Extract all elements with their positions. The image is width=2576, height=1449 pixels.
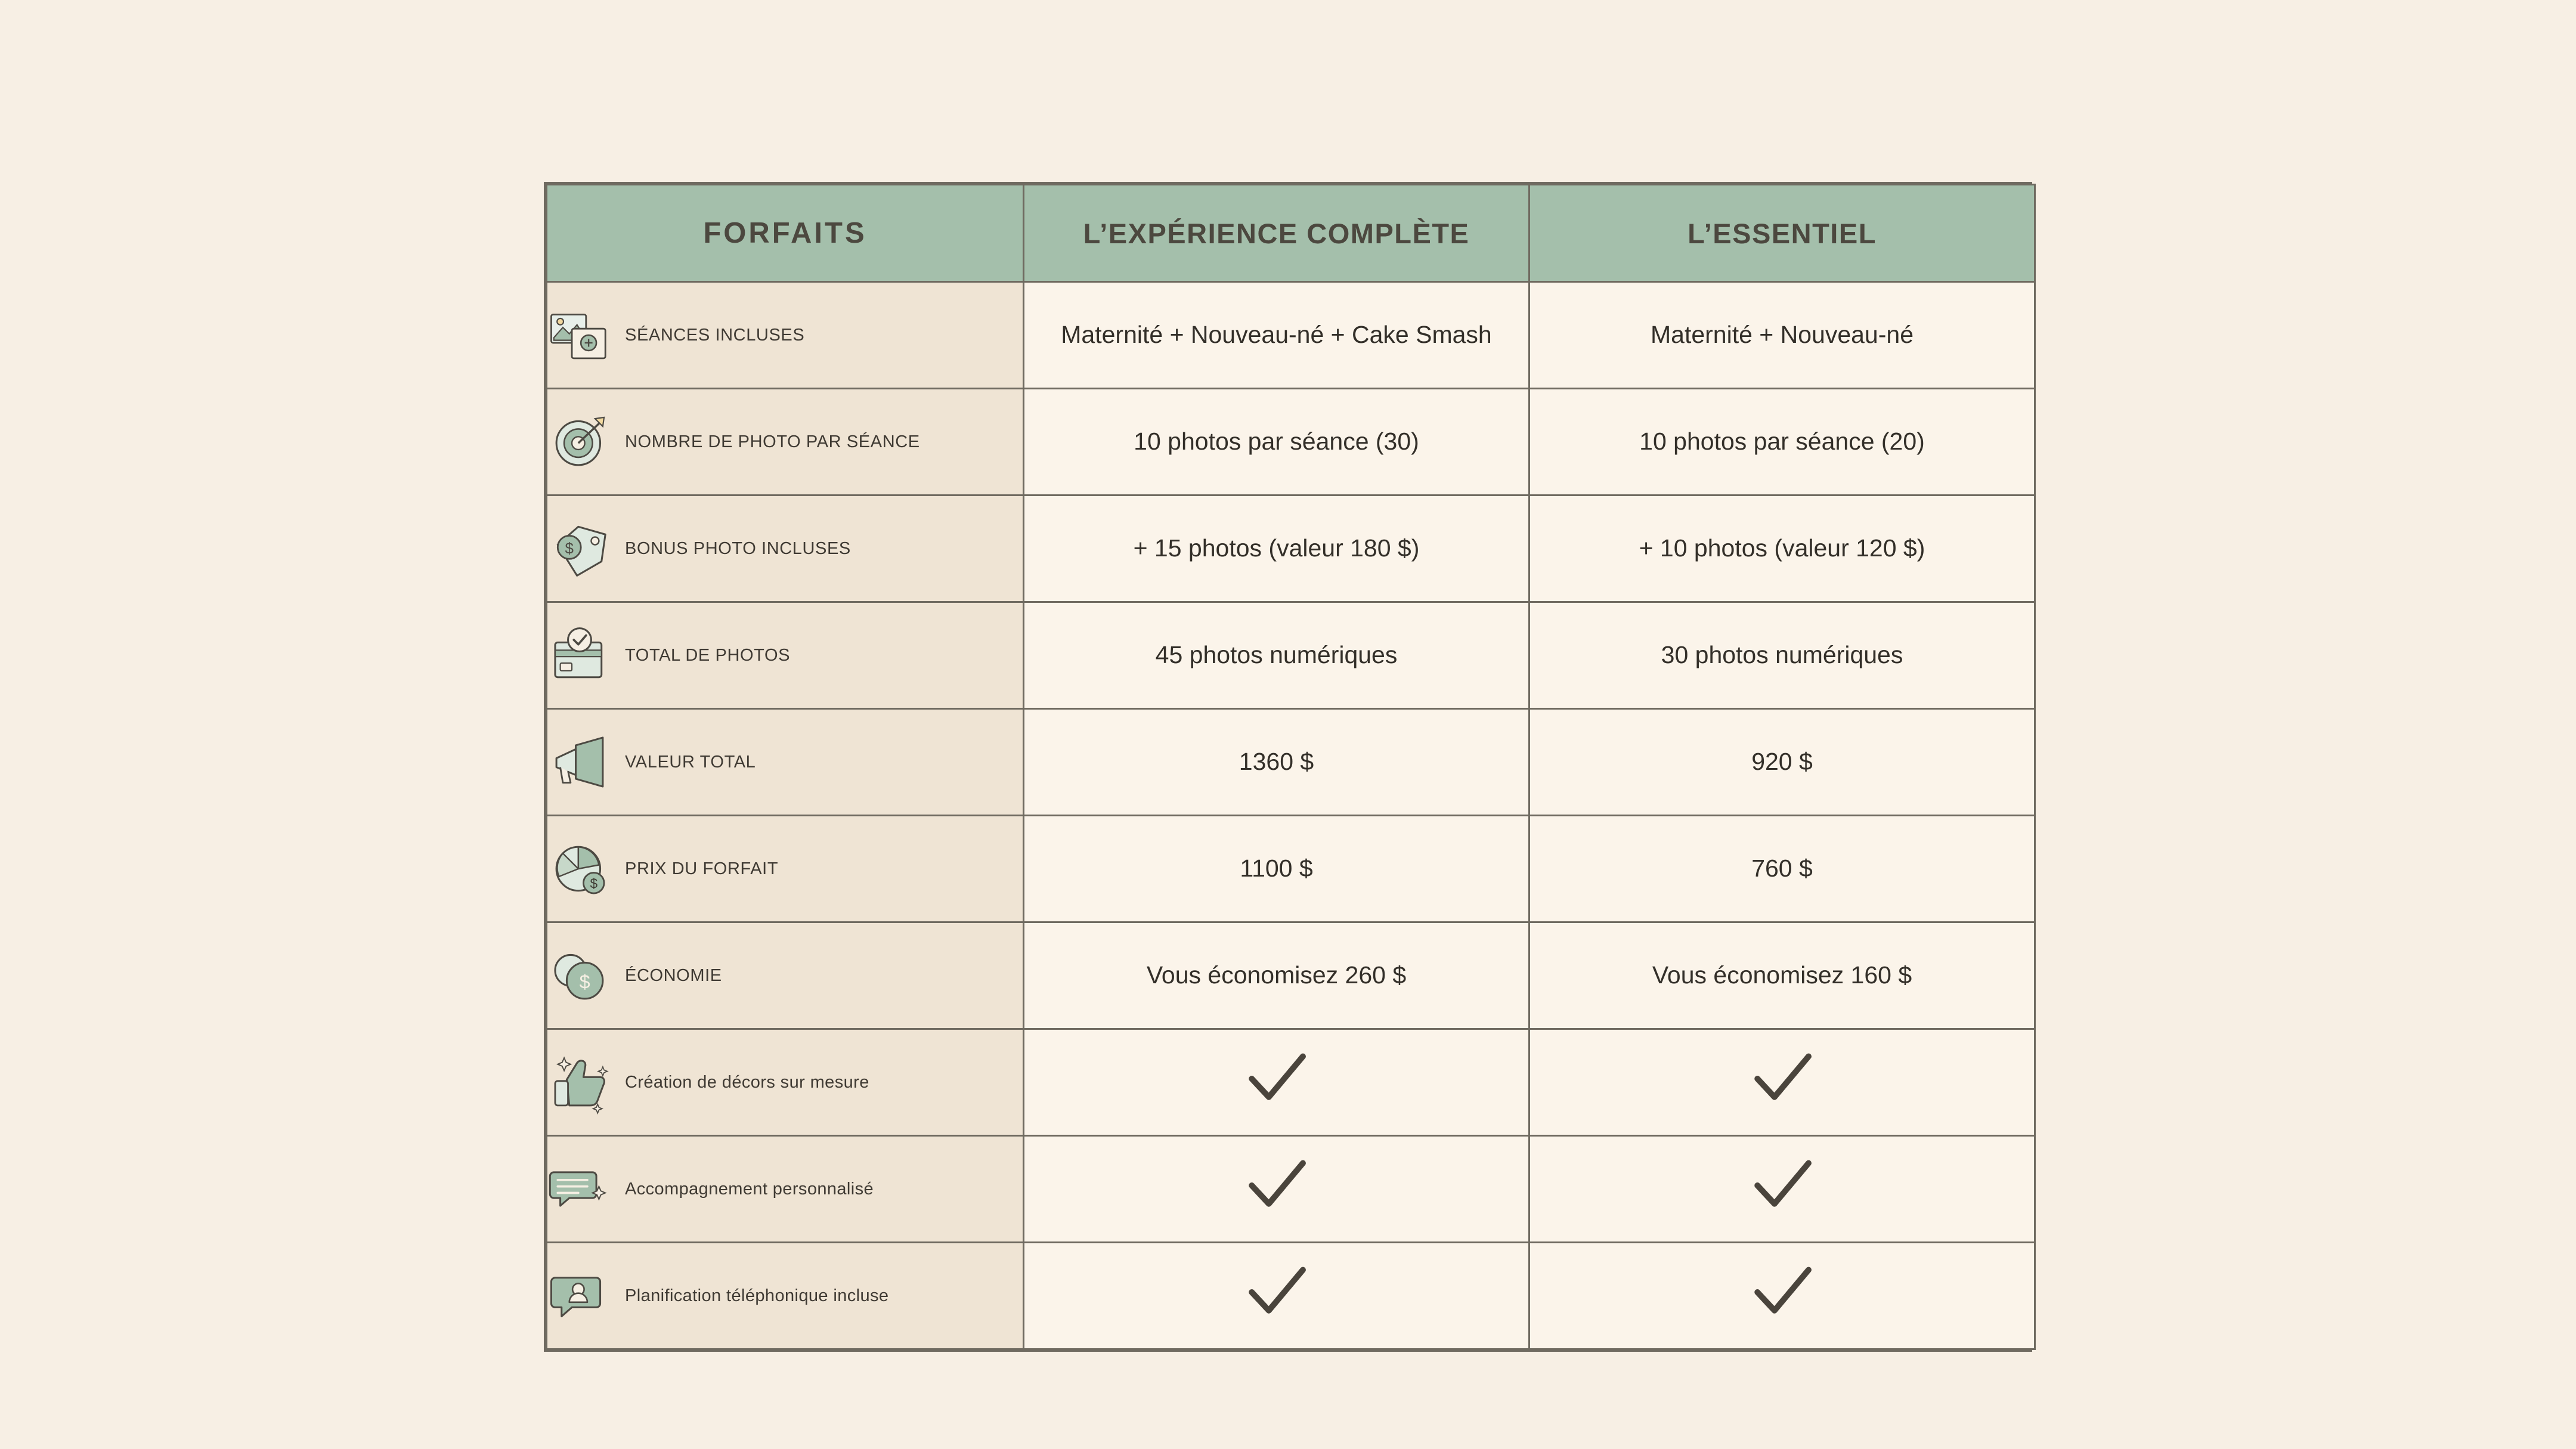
table-row <box>547 709 2035 816</box>
feature-cell <box>547 709 1024 816</box>
feature-cell <box>547 922 1024 1029</box>
thumbs-up-sparkle-icon <box>547 1050 612 1114</box>
value-cell: 45 photos numériques <box>1024 602 1530 709</box>
value-cell: + 15 photos (valeur 180 $) <box>1024 496 1530 602</box>
value-cell: 1360 $ <box>1024 709 1530 816</box>
header-package-2: L’ESSENTIEL <box>1530 185 2035 282</box>
table-row <box>547 922 2035 1029</box>
table-row <box>547 389 2035 496</box>
header-package-1: L’EXPÉRIENCE COMPLÈTE <box>1024 185 1530 282</box>
feature-label: BONUS PHOTO INCLUSES <box>625 538 851 558</box>
table-row <box>547 1136 2035 1243</box>
check-icon <box>1747 1259 1818 1325</box>
photo-frames-icon <box>547 303 612 367</box>
phone-call-bubble-icon <box>547 1264 612 1328</box>
feature-cell <box>547 602 1024 709</box>
checklist-card-icon <box>547 623 612 688</box>
header-row <box>547 185 2035 282</box>
svg-text:$: $ <box>579 971 590 993</box>
check-icon <box>1747 1153 1818 1218</box>
feature-label: Accompagnement personnalisé <box>625 1179 874 1199</box>
value-cell: Vous économisez 260 $ <box>1024 922 1530 1029</box>
value-cell: Maternité + Nouveau-né <box>1530 282 2035 389</box>
feature-label: PRIX DU FORFAIT <box>625 859 779 878</box>
svg-text:$: $ <box>590 875 598 891</box>
value-cell: + 10 photos (valeur 120 $) <box>1530 496 2035 602</box>
feature-cell <box>547 816 1024 922</box>
value-cell: Vous économisez 160 $ <box>1530 922 2035 1029</box>
value-cell: 10 photos par séance (30) <box>1024 389 1530 496</box>
coins-icon <box>547 943 612 1008</box>
value-cell: 920 $ <box>1530 709 2035 816</box>
table-row <box>547 496 2035 602</box>
check-icon <box>1241 1046 1312 1111</box>
pricing-table-container <box>544 182 2032 1352</box>
chat-bubbles-icon <box>547 1157 612 1221</box>
value-cell-check <box>1530 1136 2035 1243</box>
table-row <box>547 816 2035 922</box>
target-icon <box>547 410 612 474</box>
pricing-table <box>546 184 2036 1350</box>
megaphone-icon <box>547 730 612 794</box>
feature-label: VALEUR TOTAL <box>625 752 756 772</box>
feature-label: Création de décors sur mesure <box>625 1072 869 1092</box>
value-cell: 760 $ <box>1530 816 2035 922</box>
value-cell-check <box>1024 1029 1530 1136</box>
feature-label: SÉANCES INCLUSES <box>625 325 805 345</box>
check-icon <box>1747 1046 1818 1111</box>
feature-label: ÉCONOMIE <box>625 965 722 985</box>
feature-cell <box>547 389 1024 496</box>
header-feature-column: FORFAITS <box>547 185 1024 282</box>
feature-label: TOTAL DE PHOTOS <box>625 645 791 665</box>
table-row <box>547 602 2035 709</box>
price-tag-icon <box>547 516 612 581</box>
feature-cell <box>547 1029 1024 1136</box>
feature-cell <box>547 1136 1024 1243</box>
svg-text:$: $ <box>565 540 574 558</box>
table-row <box>547 282 2035 389</box>
table-body <box>547 282 2035 1349</box>
pie-chart-dollar-icon <box>547 837 612 901</box>
value-cell: Maternité + Nouveau-né + Cake Smash <box>1024 282 1530 389</box>
value-cell-check <box>1024 1136 1530 1243</box>
value-cell-check <box>1530 1029 2035 1136</box>
value-cell: 10 photos par séance (20) <box>1530 389 2035 496</box>
feature-label: Planification téléphonique incluse <box>625 1286 889 1305</box>
feature-label: NOMBRE DE PHOTO PAR SÉANCE <box>625 432 920 451</box>
feature-cell <box>547 496 1024 602</box>
value-cell-check <box>1024 1243 1530 1349</box>
table-header <box>547 185 2035 282</box>
value-cell-check <box>1530 1243 2035 1349</box>
check-icon <box>1241 1259 1312 1325</box>
feature-cell <box>547 282 1024 389</box>
feature-cell <box>547 1243 1024 1349</box>
check-icon <box>1241 1153 1312 1218</box>
value-cell: 30 photos numériques <box>1530 602 2035 709</box>
value-cell: 1100 $ <box>1024 816 1530 922</box>
table-row <box>547 1029 2035 1136</box>
table-row <box>547 1243 2035 1349</box>
